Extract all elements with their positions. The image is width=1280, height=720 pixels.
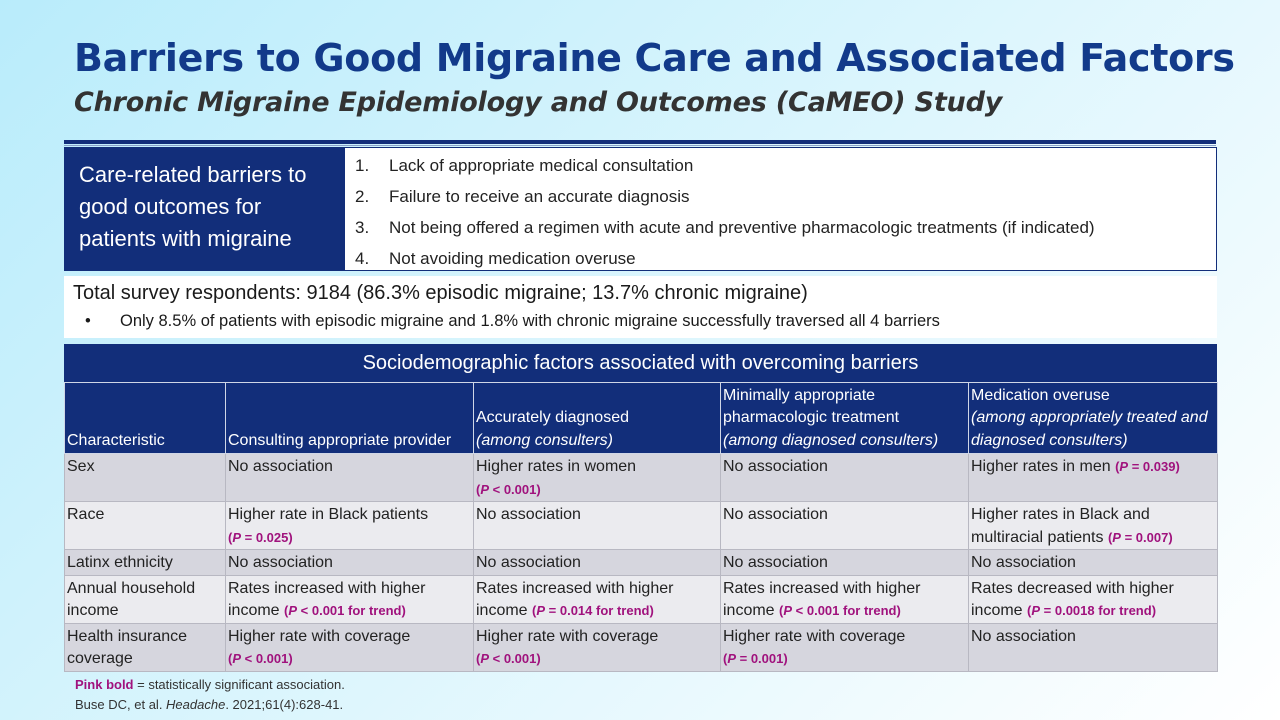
table-cell [474,623,721,671]
table-cell [969,550,1218,576]
footnote [75,675,345,715]
p-symbol: P [783,603,793,618]
table-body [65,454,1218,672]
header-label: Characteristic [67,431,165,449]
p-value-text: = 0.039 [1128,459,1176,474]
cell-text: Annual household income [67,579,196,619]
table-cell [721,502,969,550]
p-symbol: P [232,651,242,666]
bullet-marker: • [85,312,91,330]
p-value: (P = 0.014 for trend) [532,603,654,618]
cell-text: Sex [67,458,95,475]
barrier-number: 3. [355,218,370,237]
cell-text: Health insurance coverage [67,627,188,667]
table-header-cell [721,383,969,454]
p-symbol: P [480,651,490,666]
p-value: (P = 0.001) [723,651,788,666]
table-cell [969,623,1218,671]
p-value-text: < 0.001 for trend [792,603,897,618]
p-value: (P < 0.001) [476,481,541,497]
table-header-cell [969,383,1218,454]
table-cell [721,575,969,623]
header-label: Minimally appropriate pharmacologic treatment [723,386,900,426]
row-characteristic [65,502,226,550]
table-cell [474,550,721,576]
cell-text: Higher rates in men [971,458,1111,475]
p-value: (P < 0.001) [228,651,293,666]
table-header-row [65,383,1218,454]
barrier-number: 1. [355,156,370,175]
barrier-text: Not avoiding medication overuse [389,249,636,268]
row-characteristic [65,623,226,671]
header-sublabel: (among appropriately treated and diagnosed consulters) [971,409,1208,449]
factors-table [64,382,1218,672]
p-value-text: = 0.001 [736,651,784,666]
table-cell [226,454,474,502]
p-value-text: < 0.001 [489,481,537,497]
barrier-item [355,244,1216,275]
cell-text: Rates decreased with higher income [971,579,1174,619]
table-cell [474,502,721,550]
cell-text: No association [971,554,1076,571]
table-cell [226,575,474,623]
p-symbol: P [536,603,546,618]
cell-text: Higher rate with coverage [476,627,659,645]
p-value: (P < 0.001 for trend) [779,603,901,618]
barriers-list [344,147,1217,271]
footnote-citation [75,695,345,715]
barriers-panel [64,147,1217,271]
table-cell [969,502,1218,550]
cell-text: No association [723,554,828,571]
p-value-text: = 0.025 [241,529,289,545]
table-cell [969,454,1218,502]
table-row [65,623,1218,671]
table-cell [226,623,474,671]
summary-bullet [85,312,940,331]
p-value: (P = 0.039) [1115,459,1180,474]
header-label: Consulting appropriate provider [228,431,452,449]
table-row [65,454,1218,502]
cell-text: No association [228,554,333,571]
table-header-cell [65,383,226,454]
p-symbol: P [288,603,298,618]
survey-summary [64,276,1217,338]
table-cell [969,575,1218,623]
title-divider [64,140,1216,144]
header-label: Accurately diagnosed [476,409,629,426]
cell-text: Rates increased with higher income [228,579,426,619]
cell-text: No association [723,458,828,475]
header-sublabel: (among diagnosed consulters) [723,431,939,449]
citation-journal: Headache [166,697,226,712]
slide-title: Barriers to Good Migraine Care and Associated Factors [74,36,1235,80]
p-value-text: < 0.001 [489,651,537,666]
p-symbol: P [1112,529,1121,545]
p-value: (P = 0.007) [1107,529,1173,545]
barrier-item [355,182,1216,213]
barrier-text: Not being offered a regimen with acute and preventive pharmacologic treatments (if indicated) [389,218,1095,237]
header-sublabel: (among consulters) [476,431,613,449]
table-header-cell [226,383,474,454]
legend-text: = statistically significant association. [133,677,345,692]
p-symbol: P [1031,603,1041,618]
barrier-number: 2. [355,187,370,206]
barriers-heading: Care-related barriers to good outcomes for patients with migraine [64,147,344,271]
table-row [65,575,1218,623]
title-divider-thin [64,145,1216,146]
barrier-text: Lack of appropriate medical consultation [389,156,694,175]
cell-text: Higher rates in Black and multiracial patients [971,506,1150,546]
p-symbol: P [480,481,490,497]
cell-text: Higher rate with coverage [228,627,411,645]
p-value-text: < 0.001 [241,651,289,666]
p-value: (P < 0.001 for trend) [284,603,406,618]
cell-text: No association [723,506,828,523]
barrier-text: Failure to receive an accurate diagnosis [389,187,690,206]
cell-text: Higher rate in Black patients [228,506,429,523]
barrier-item [355,213,1216,244]
p-value: (P = 0.0018 for trend) [1027,603,1157,618]
cell-text: Race [67,506,105,523]
row-characteristic [65,454,226,502]
p-symbol: P [232,529,242,545]
cell-text: Latinx ethnicity [67,554,173,571]
cell-text: No association [476,506,581,523]
footnote-legend [75,675,345,695]
p-value-text: < 0.001 for trend [297,603,402,618]
cell-text: Rates increased with higher income [476,579,674,619]
p-value-text: = 0.007 [1120,529,1169,545]
table-row [65,502,1218,550]
table-row [65,550,1218,576]
slide-subtitle: Chronic Migraine Epidemiology and Outcomes (CaMEO) Study [74,87,1003,118]
cell-text: Rates increased with higher income [723,579,921,619]
citation-details: . 2021;61(4):628-41. [225,697,344,712]
header-label: Medication overuse [971,386,1110,404]
table-cell [721,550,969,576]
table-cell [721,623,969,671]
row-characteristic [65,575,226,623]
table-header-cell [474,383,721,454]
table-cell [226,550,474,576]
table-cell [474,454,721,502]
table-title: Sociodemographic factors associated with overcoming barriers [64,344,1217,382]
p-symbol: P [727,651,737,666]
barrier-number: 4. [355,249,370,268]
p-value-text: = 0.0018 for trend [1040,603,1152,618]
cell-text: Higher rate with coverage [723,627,906,645]
cell-text: Higher rates in women [476,458,637,475]
table-cell [474,575,721,623]
barrier-item [355,151,1216,182]
factors-table-panel [64,344,1217,672]
citation-authors: Buse DC, et al. [75,697,167,712]
cell-text: No association [476,554,581,571]
row-characteristic [65,550,226,576]
table-cell [226,502,474,550]
p-value-text: = 0.014 for trend [545,603,650,618]
summary-bullet-text: Only 8.5% of patients with episodic migraine and 1.8% with chronic migraine successfully traversed all 4 barriers [120,312,940,330]
table-cell [721,454,969,502]
legend-pink-bold: Pink bold [75,677,134,692]
cell-text: No association [228,458,333,475]
cell-text: No association [971,627,1076,645]
p-value: (P = 0.025) [228,529,293,545]
survey-total: Total survey respondents: 9184 (86.3% episodic migraine; 13.7% chronic migraine) [73,282,808,304]
p-value: (P < 0.001) [476,651,541,666]
p-symbol: P [1119,459,1129,474]
